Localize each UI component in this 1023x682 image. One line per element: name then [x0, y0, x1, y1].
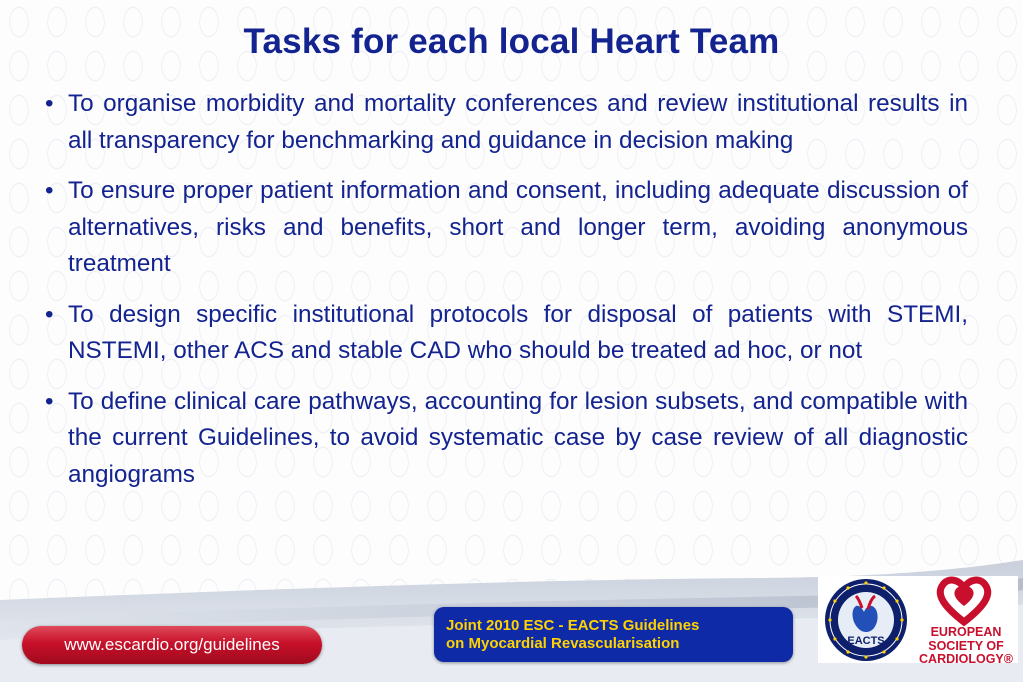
- esc-logo-line1: EUROPEAN: [930, 625, 1002, 639]
- website-link-button[interactable]: www.escardio.org/guidelines: [22, 626, 322, 664]
- slide-title: Tasks for each local Heart Team: [243, 22, 780, 61]
- bullet-text: To design specific institutional protocols for disposal of patients with STEMI, NSTEMI, other ACS and stable CAD who should be treated ad hoc, or not: [68, 300, 968, 364]
- guidelines-title-line2: on Myocardial Revascularisation: [446, 635, 680, 652]
- esc-logo-text: [914, 626, 1018, 667]
- bullet-text: To organise morbidity and mortality conferences and review institutional results in all transparency for benchmarking and guidance in decision making: [68, 90, 968, 154]
- bullet-text: To ensure proper patient information and consent, including adequate discussion of alternatives, risks and benefits, short and longer term, avoiding anonymous treatment: [68, 177, 968, 277]
- bullet-marker: •: [45, 387, 54, 415]
- eacts-logo-text: EACTS: [847, 635, 885, 647]
- guidelines-title-line1: Joint 2010 ESC - EACTS Guidelines: [446, 617, 700, 634]
- bullet-item: [44, 297, 968, 370]
- eacts-logo: [825, 579, 907, 661]
- guidelines-box: [434, 607, 793, 662]
- bullet-item: [44, 86, 968, 159]
- bullet-list: [44, 86, 968, 507]
- bullet-item: [44, 384, 968, 494]
- bullet-marker: •: [45, 300, 54, 328]
- esc-logo-line3: CARDIOLOGY®: [919, 652, 1013, 666]
- bullet-marker: •: [45, 177, 54, 204]
- esc-logo-line2: SOCIETY OF: [928, 638, 1004, 653]
- bullet-marker: •: [45, 90, 54, 117]
- bullet-item: [44, 173, 968, 283]
- bullet-text: To define clinical care pathways, accounting for lesion subsets, and compatible with the current Guidelines, to avoid systematic case by case review of all diagnostic angiograms: [68, 387, 968, 488]
